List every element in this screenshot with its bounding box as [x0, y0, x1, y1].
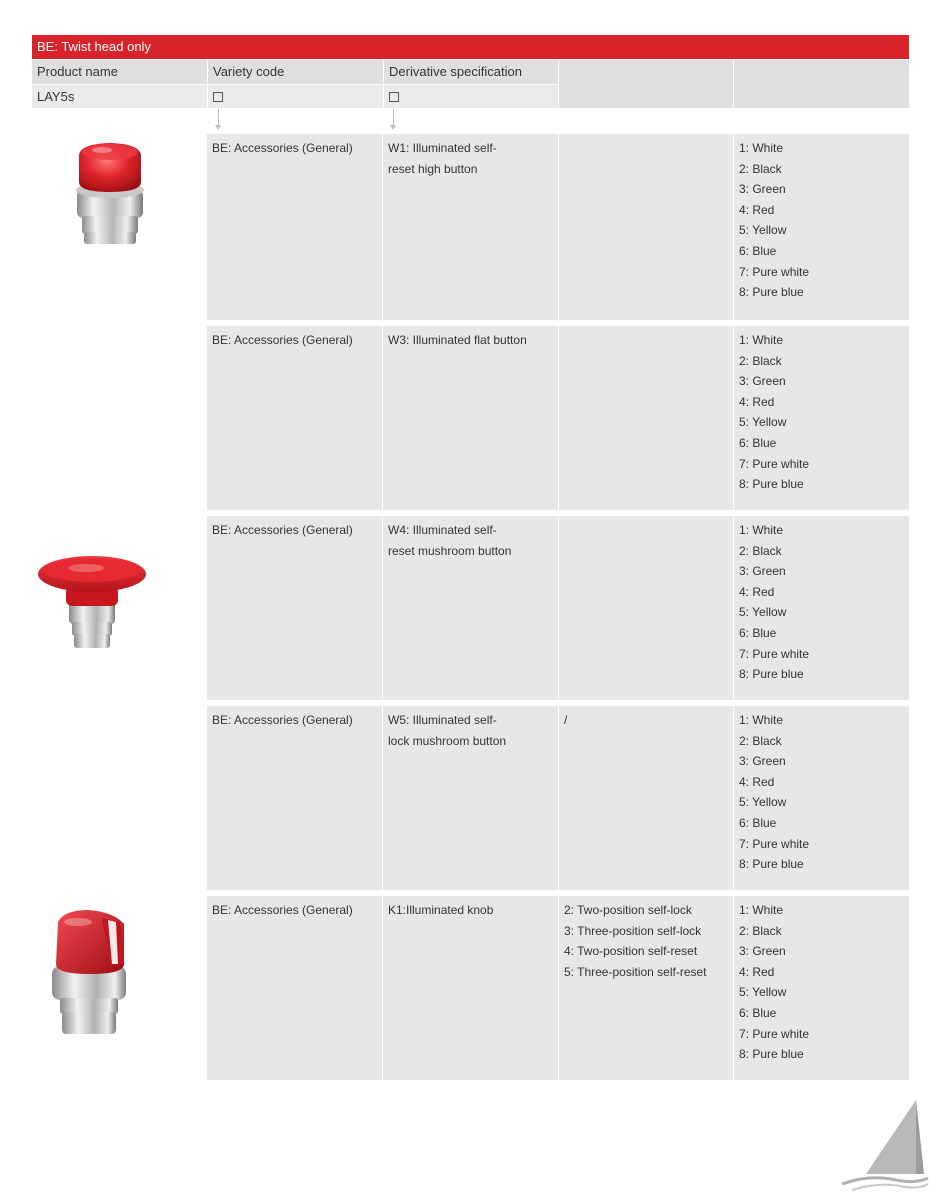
arrow-head-variety: [215, 125, 221, 130]
table-row: [207, 516, 909, 700]
header-blank-col-4: [559, 60, 733, 108]
product-value: LAY5s: [37, 89, 75, 104]
header-product-name-label: Product name: [37, 64, 118, 79]
spec-cell: W5: Illuminated self- lock mushroom button: [383, 706, 558, 890]
derivative-spec-checkbox[interactable]: [389, 92, 399, 102]
table-row: [207, 706, 909, 890]
color-list-cell: 1: White 2: Black 3: Green 4: Red 5: Yellow 6: Blue 7: Pure white 8: Pure blue: [734, 896, 909, 1080]
variety-code-checkbox[interactable]: [213, 92, 223, 102]
arrow-head-derivative: [390, 125, 396, 130]
table-row: [207, 134, 909, 320]
arrow-line-derivative: [393, 109, 394, 126]
position-cell: [559, 326, 733, 510]
color-list-cell: 1: White 2: Black 3: Green 4: Red 5: Yellow 6: Blue 7: Pure white 8: Pure blue: [734, 706, 909, 890]
red-high-button-image: [64, 138, 156, 250]
product-value-cell: [32, 85, 207, 108]
spec-cell: W4: Illuminated self- reset mushroom button: [383, 516, 558, 700]
position-cell: /: [559, 706, 733, 890]
sailboat-logo-icon: [840, 1098, 930, 1194]
spec-cell: W1: Illuminated self- reset high button: [383, 134, 558, 320]
color-list-cell: 1: White 2: Black 3: Green 4: Red 5: Yellow 6: Blue 7: Pure white 8: Pure blue: [734, 134, 909, 320]
header-blank-col-5: [734, 60, 909, 108]
position-cell: 2: Two-position self-lock 3: Three-position self-lock 4: Two-position self-reset 5: Three-position self-reset: [559, 896, 733, 1080]
derivative-spec-cell: [384, 85, 558, 108]
table-row: [207, 896, 909, 1080]
spec-cell: K1:Illuminated knob: [383, 896, 558, 1080]
color-list-cell: 1: White 2: Black 3: Green 4: Red 5: Yellow 6: Blue 7: Pure white 8: Pure blue: [734, 516, 909, 700]
section-title: BE: Twist head only: [32, 35, 909, 59]
header-derivative-spec-label: Derivative specification: [389, 64, 522, 79]
accessory-cell: BE: Accessories (General): [207, 326, 382, 510]
red-selector-knob-image: [44, 908, 134, 1040]
accessory-cell: BE: Accessories (General): [207, 134, 382, 320]
accessory-cell: BE: Accessories (General): [207, 896, 382, 1080]
accessory-cell: BE: Accessories (General): [207, 516, 382, 700]
red-mushroom-button-image: [36, 548, 148, 652]
position-cell: [559, 134, 733, 320]
table-row: [207, 326, 909, 510]
header-variety-code-label: Variety code: [213, 64, 285, 79]
header-derivative-spec: [384, 60, 558, 84]
variety-code-cell: [208, 85, 383, 108]
color-list-cell: 1: White 2: Black 3: Green 4: Red 5: Yellow 6: Blue 7: Pure white 8: Pure blue: [734, 326, 909, 510]
arrow-line-variety: [218, 109, 219, 126]
header-variety-code: [208, 60, 383, 84]
accessory-cell: BE: Accessories (General): [207, 706, 382, 890]
header-product-name: [32, 60, 207, 84]
spec-cell: W3: Illuminated flat button: [383, 326, 558, 510]
position-cell: [559, 516, 733, 700]
